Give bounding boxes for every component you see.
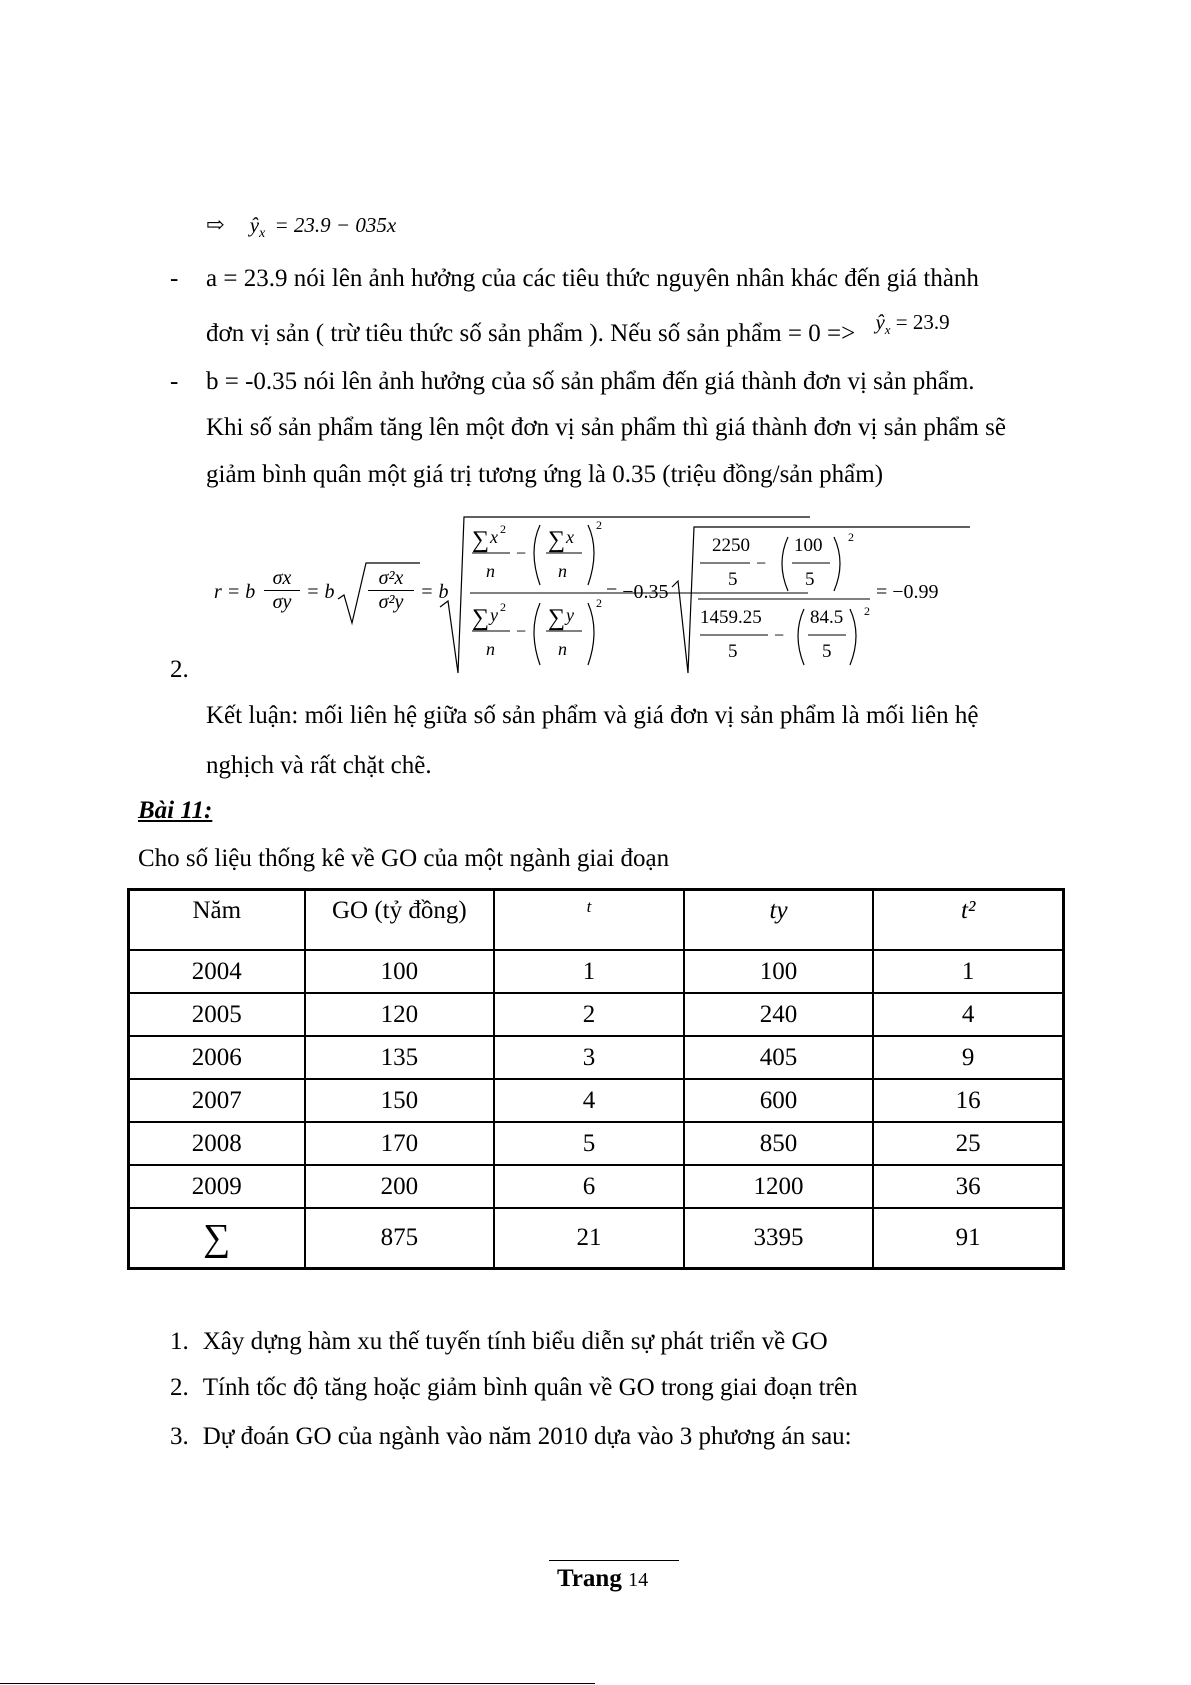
table-row: 2006 135 3 405 9 (129, 1036, 1064, 1079)
footer-label: Trang (557, 1565, 622, 1592)
table-row: 2009 200 6 1200 36 (129, 1165, 1064, 1208)
page-number: 14 (628, 1569, 649, 1591)
bullet-b-line2: Khi số sản phẩm tăng lên một đơn vị sản phẩm thì giá thành đơn vị sản phẩm sẽ (206, 414, 1006, 441)
svg-text:2: 2 (848, 530, 854, 544)
y-hat-inline: ŷx = 23.9 (875, 310, 950, 338)
intro-text: Cho số liệu thống kê về GO của một ngành giai đoạn (138, 845, 670, 872)
svg-text:2: 2 (500, 522, 506, 536)
table-row: 2008 170 5 850 25 (129, 1122, 1064, 1165)
footer-rule (549, 1560, 679, 1561)
header-t: t (494, 890, 684, 951)
svg-text:x: x (490, 527, 498, 547)
svg-text:−: − (756, 553, 767, 573)
svg-text:−: − (774, 625, 785, 645)
bullet-b-line1: b = -0.35 nói lên ảnh hưởng của số sản phẩm đến giá thành đơn vị sản phẩm. (206, 368, 975, 395)
table-total-row: ∑ 875 21 3395 91 (129, 1208, 1064, 1269)
implies-arrow: ⇨ (206, 212, 225, 237)
svg-text:y: y (566, 605, 574, 625)
table-row: 2005 120 2 240 4 (129, 993, 1064, 1036)
conclusion-line2: nghịch và rất chặt chẽ. (206, 752, 432, 779)
question-1: 1. Xây dựng hàm xu thế tuyến tính biểu diễn sự phát triển về GO (170, 1328, 828, 1355)
header-ty: ty (684, 890, 874, 951)
table-row: 2007 150 4 600 16 (129, 1079, 1064, 1122)
svg-text:2: 2 (596, 518, 602, 532)
bullet-dash-a: - (170, 265, 179, 292)
svg-text:n: n (558, 561, 567, 581)
question-2: 2. Tính tốc độ tăng hoặc giảm bình quân về GO trong giai đoạn trên (170, 1374, 858, 1401)
item-number-2: 2. (170, 656, 189, 683)
header-year: Năm (129, 890, 305, 951)
svg-text:−: − (516, 543, 527, 563)
bullet-dash-b: - (170, 368, 179, 395)
page-footer (557, 1565, 648, 1593)
svg-text:−: − (516, 621, 527, 641)
y-hat: ŷ (249, 213, 260, 237)
svg-text:x: x (566, 527, 574, 547)
svg-text:2: 2 (500, 600, 506, 614)
header-go: GO (tỷ đồng) (305, 890, 495, 951)
svg-text:y: y (490, 605, 498, 625)
bullet-a-line2: đơn vị sản ( trừ tiêu thức số sản phẩm ). Nếu số sản phẩm = 0 => $^{ŷ_x = 23.9}$ (206, 310, 950, 347)
top-formula: ⇨ $ŷ_x = 23.9 - 035x$ (206, 212, 397, 242)
svg-text:∑: ∑ (548, 527, 566, 553)
exercise-title: Bài 11: (138, 797, 213, 824)
svg-text:n: n (558, 639, 567, 659)
regression-equation: = 23.9 − 035x (274, 213, 397, 237)
table-header-row (129, 890, 1064, 951)
svg-text:∑: ∑ (472, 527, 490, 553)
svg-text:∑: ∑ (472, 605, 490, 631)
svg-text:2: 2 (596, 596, 602, 610)
correlation-formula: r = b σx σy = b σ²x σ²y = b ∑ x 2 n − ∑ x n 2 ∑ y 2 n − ∑ y n 2 = −0.35 − − 2 2 2250 5 100 5 1459.25 5 84.5 5 = −0.99 (214, 515, 974, 675)
question-3: 3. Dự đoán GO của ngành vào năm 2010 dựa vào 3 phương án sau: (170, 1423, 852, 1450)
go-table (127, 888, 1065, 1270)
svg-text:2: 2 (864, 604, 870, 618)
table-row: 2004 100 1 100 1 (129, 950, 1064, 993)
conclusion-line1: Kết luận: mối liên hệ giữa số sản phẩm và giá đơn vị sản phẩm là mối liên hệ (206, 702, 979, 729)
svg-text:n: n (486, 639, 495, 659)
header-t2: t² (873, 890, 1063, 951)
bottom-rule (0, 1683, 595, 1684)
bullet-a-line1: a = 23.9 nói lên ảnh hưởng của các tiêu thức nguyên nhân khác đến giá thành (206, 265, 979, 292)
bullet-b-line3: giảm bình quân một giá trị tương ứng là 0.35 (triệu đồng/sản phẩm) (206, 461, 884, 488)
sum-symbol: ∑ (129, 1208, 305, 1269)
svg-text:n: n (486, 561, 495, 581)
svg-text:∑: ∑ (548, 605, 566, 631)
